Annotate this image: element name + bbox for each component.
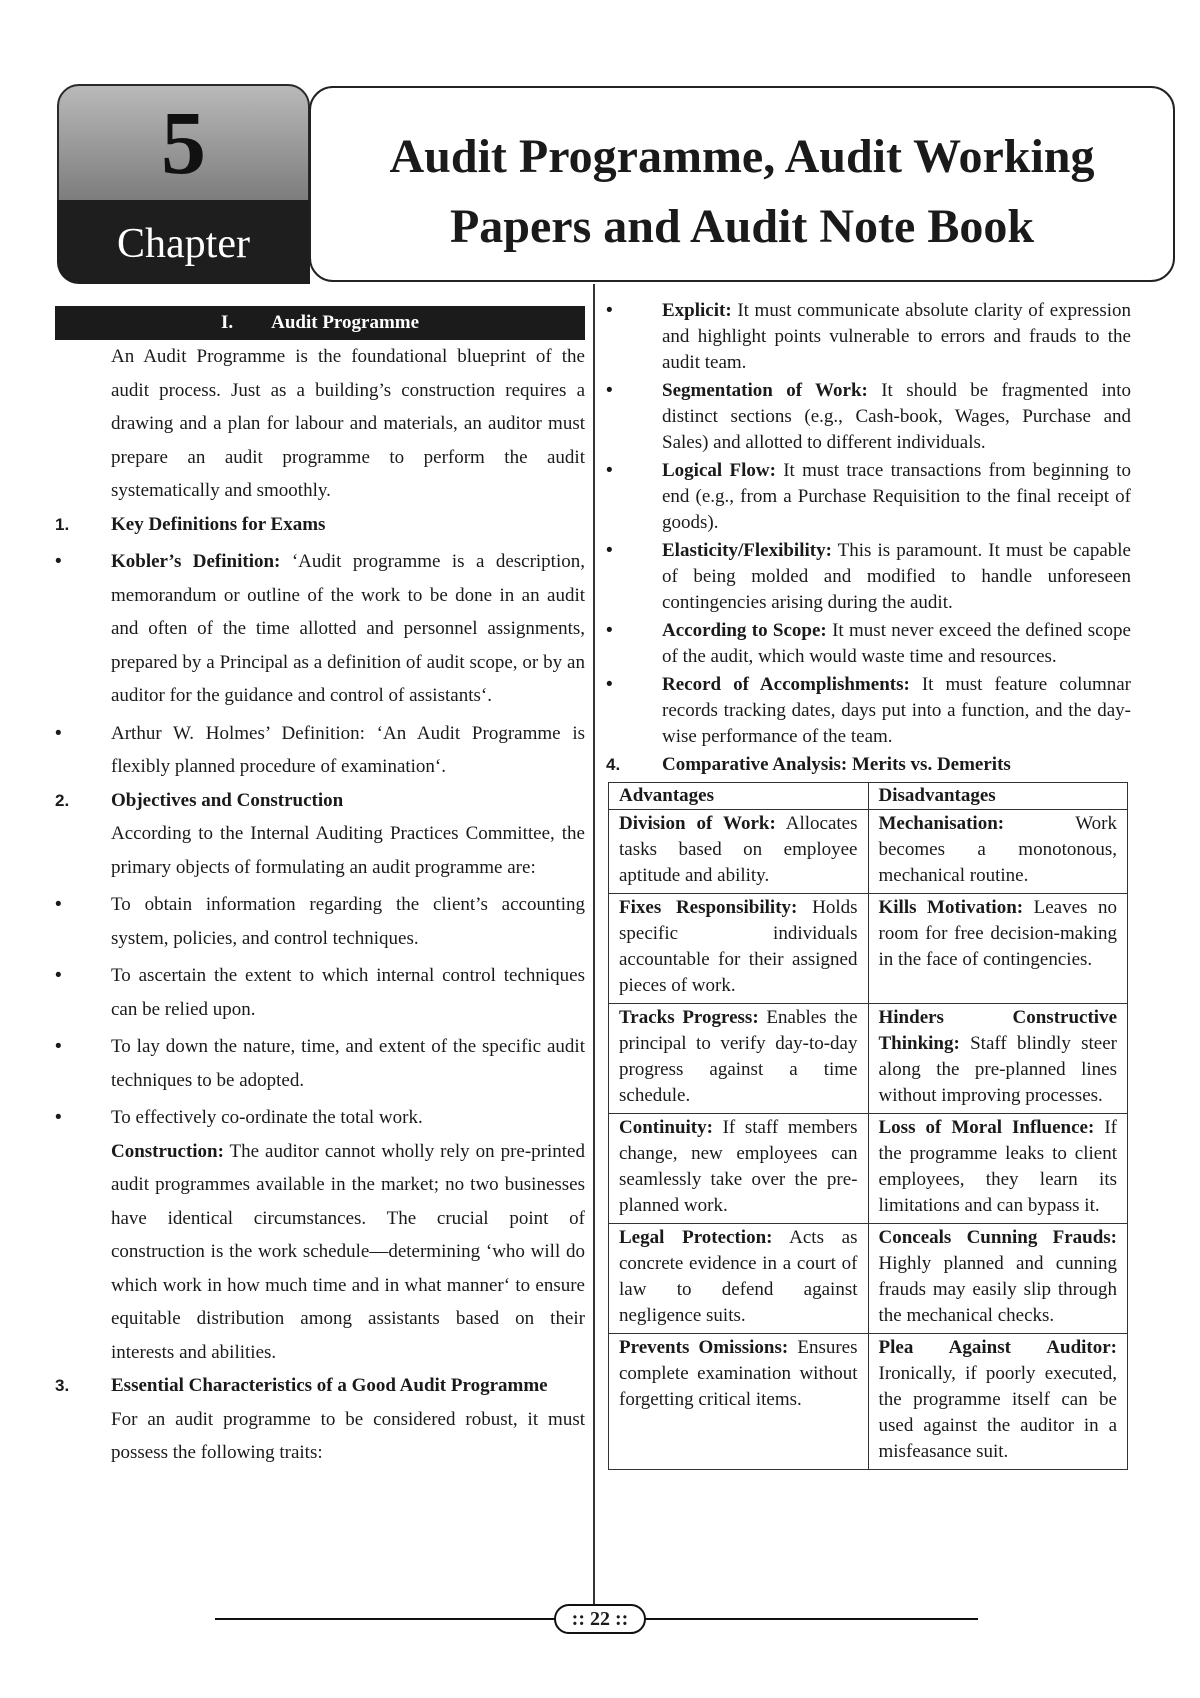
- list-item: • Kobler’s Definition: ‘Audit programme is a description, memorandum or outline of the work to be done in an audit and often of the time allotted and personnel assignments, prepared by a Principal as a definition of audit scope, or by an auditor for the guidance and control of assistants‘.: [55, 545, 585, 713]
- page-number: :: 22 ::: [554, 1604, 646, 1634]
- list-item: • According to Scope: It must never exceed the defined scope of the audit, which would waste time and resources.: [606, 620, 1131, 667]
- list-item: • Arthur W. Holmes’ Definition: ‘An Audit Programme is flexibly planned procedure of examination‘.: [55, 717, 585, 784]
- section-heading: I. Audit Programme: [55, 306, 585, 340]
- list-item: • To effectively co-ordinate the total work.: [55, 1101, 585, 1135]
- bullet-icon: •: [606, 380, 613, 401]
- bullet-icon: •: [55, 894, 62, 915]
- heading-1: 1. Key Definitions for Exams: [55, 513, 326, 535]
- list-item: • Explicit: It must communicate absolute clarity of expression and highlight points vulnerable to errors and frauds to the audit team.: [606, 300, 1131, 373]
- column-header-advantages: Advantages: [609, 783, 869, 810]
- paragraph: For an audit programme to be considered robust, it must possess the following traits:: [111, 1408, 585, 1463]
- table-row: Fixes Responsibility: Holds specific individuals accountable for their assigned pieces of work. Kills Motivation: Leaves no room for free decision-making in the face of contingencies.: [609, 894, 1128, 1004]
- intro-paragraph: An Audit Programme is the foundational blueprint of the audit process. Just as a building’s construction requires a drawing and a plan for labour and materials, an auditor must prepare an audit programme to perform the audit systematically and smoothly.: [111, 346, 585, 501]
- chapter-title: Audit Programme, Audit Working Papers and Audit Note Book: [389, 130, 1095, 253]
- table-row: Tracks Progress: Enables the principal to verify day-to-day progress against a time schedule. Hinders Constructive Thinking: Staff blindly steer along the pre-planned lines without improving processes.: [609, 1004, 1128, 1114]
- table-row: Division of Work: Allocates tasks based on employee aptitude and ability. Mechanisation: Work becomes a monotonous, mechanical routine.: [609, 810, 1128, 894]
- table-header-row: [609, 783, 1128, 810]
- table-row: Legal Protection: Acts as concrete evidence in a court of law to defend against negligence suits. Conceals Cunning Frauds: Highly planned and cunning frauds may easily slip through the mechanical checks.: [609, 1224, 1128, 1334]
- bullet-icon: •: [55, 722, 62, 744]
- bullet-icon: •: [606, 674, 613, 695]
- chapter-badge: [57, 84, 310, 284]
- paragraph: According to the Internal Auditing Practices Committee, the primary objects of formulating an audit programme are:: [111, 823, 585, 878]
- heading-4: 4. Comparative Analysis: Merits vs. Demerits: [606, 754, 1011, 775]
- list-item: • To obtain information regarding the client’s accounting system, policies, and control techniques.: [55, 888, 585, 955]
- paragraph: Construction: The auditor cannot wholly rely on pre-printed audit programmes available in the market; no two businesses have identical circumstances. The crucial point of construction is the work schedule—determining ‘who will do which work in how much time and in what manner‘ to ensure equitable distribution among assistants based on their interests and abilities.: [111, 1140, 585, 1363]
- bullet-icon: •: [55, 1107, 62, 1128]
- heading-2: 2. Objectives and Construction: [55, 789, 344, 811]
- chapter-label: Chapter: [117, 221, 250, 267]
- bullet-icon: •: [606, 460, 613, 481]
- chapter-title-box: [309, 86, 1175, 282]
- column-header-disadvantages: Disadvantages: [868, 783, 1128, 810]
- list-item: • Record of Accomplishments: It must feature columnar records tracking dates, days put into a function, and the day-wise performance of the team.: [606, 674, 1131, 747]
- bullet-icon: •: [55, 965, 62, 986]
- table-row: Prevents Omissions: Ensures complete examination without forgetting critical items. Plea Against Auditor: Ironically, if poorly executed, the programme itself can be used against the auditor in a misfeasance suit.: [609, 1334, 1128, 1470]
- left-column: [55, 306, 585, 1470]
- list-item: • Logical Flow: It must trace transactions from beginning to end (e.g., from a Purchase Requisition to the final receipt of goods).: [606, 460, 1131, 533]
- bullet-icon: •: [55, 1036, 62, 1057]
- list-item: • To lay down the nature, time, and extent of the specific audit techniques to be adopted.: [55, 1030, 585, 1097]
- bullet-icon: •: [55, 551, 62, 572]
- bullet-icon: •: [606, 300, 613, 321]
- column-divider: [593, 284, 595, 1608]
- list-item: • Segmentation of Work: It should be fragmented into distinct sections (e.g., Cash-book, Wages, Purchase and Sales) and allotted to different individuals.: [606, 380, 1131, 453]
- chapter-number: 5: [161, 94, 206, 193]
- table-row: Continuity: If staff members change, new employees can seamlessly take over the pre-planned work. Loss of Moral Influence: If the programme leaks to client employees, they learn its limitations and can bypass it.: [609, 1114, 1128, 1224]
- right-column: [606, 298, 1131, 1470]
- heading-3: 3. Essential Characteristics of a Good Audit Programme: [55, 1375, 548, 1396]
- list-item: • Elasticity/Flexibility: This is paramount. It must be capable of being molded and modified to handle unforeseen contingencies arising during the audit.: [606, 540, 1131, 613]
- bullet-icon: •: [606, 540, 613, 561]
- comparison-table: [608, 782, 1128, 1470]
- bullet-icon: •: [606, 620, 613, 641]
- list-item: • To ascertain the extent to which internal control techniques can be relied upon.: [55, 959, 585, 1026]
